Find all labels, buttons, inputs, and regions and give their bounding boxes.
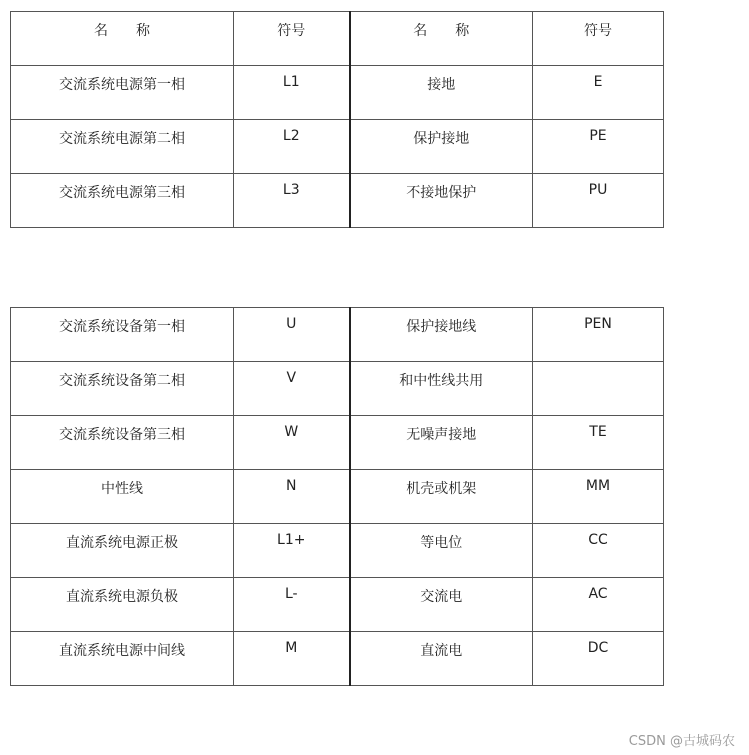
symbol-cell: N: [234, 470, 350, 524]
symbol-cell: M: [234, 632, 350, 686]
symbol-cell: PEN: [533, 308, 664, 362]
symbol-cell: U: [234, 308, 350, 362]
header-name-1: 名 称: [11, 12, 234, 66]
watermark: CSDN @古城码农: [628, 734, 735, 749]
table-row: [11, 174, 664, 228]
table-row: [11, 578, 664, 632]
symbol-cell: CC: [533, 524, 664, 578]
table-row: [11, 632, 664, 686]
symbol-cell: L1+: [234, 524, 350, 578]
table-row: [11, 362, 664, 416]
name-cell: 机壳或机架: [350, 470, 533, 524]
symbol-cell: L1: [234, 66, 350, 120]
name-cell: 直流电: [350, 632, 533, 686]
symbol-cell: W: [234, 416, 350, 470]
symbol-cell: [533, 362, 664, 416]
symbol-cell: L2: [234, 120, 350, 174]
symbol-cell: L-: [234, 578, 350, 632]
table-row: [11, 66, 664, 120]
name-cell: 交流系统设备第三相: [11, 416, 234, 470]
symbol-cell: PE: [533, 120, 664, 174]
name-cell: 保护接地: [350, 120, 533, 174]
name-cell: 和中性线共用: [350, 362, 533, 416]
header-name-2: 名 称: [350, 12, 533, 66]
symbol-cell: L3: [234, 174, 350, 228]
name-cell: 不接地保护: [350, 174, 533, 228]
table-row: [11, 308, 664, 362]
header-symbol-2: 符号: [533, 12, 664, 66]
symbol-cell: DC: [533, 632, 664, 686]
symbol-cell: V: [234, 362, 350, 416]
name-cell: 交流系统电源第一相: [11, 66, 234, 120]
name-cell: 直流系统电源正极: [11, 524, 234, 578]
name-cell: 中性线: [11, 470, 234, 524]
name-cell: 交流系统电源第三相: [11, 174, 234, 228]
name-cell: 交流系统设备第二相: [11, 362, 234, 416]
symbol-cell: E: [533, 66, 664, 120]
name-cell: 直流系统电源中间线: [11, 632, 234, 686]
name-cell: 保护接地线: [350, 308, 533, 362]
table-row: [11, 470, 664, 524]
symbol-cell: AC: [533, 578, 664, 632]
symbol-cell: MM: [533, 470, 664, 524]
name-cell: 交流电: [350, 578, 533, 632]
table-header-row: [11, 12, 664, 66]
name-cell: 交流系统设备第一相: [11, 308, 234, 362]
name-cell: 等电位: [350, 524, 533, 578]
symbol-table-power: [10, 11, 664, 228]
symbol-cell: PU: [533, 174, 664, 228]
name-cell: 接地: [350, 66, 533, 120]
symbol-table-equipment: [10, 307, 664, 686]
name-cell: 直流系统电源负极: [11, 578, 234, 632]
header-symbol-1: 符号: [234, 12, 350, 66]
table-row: [11, 524, 664, 578]
name-cell: 交流系统电源第二相: [11, 120, 234, 174]
table-row: [11, 416, 664, 470]
symbol-cell: TE: [533, 416, 664, 470]
name-cell: 无噪声接地: [350, 416, 533, 470]
table-row: [11, 120, 664, 174]
